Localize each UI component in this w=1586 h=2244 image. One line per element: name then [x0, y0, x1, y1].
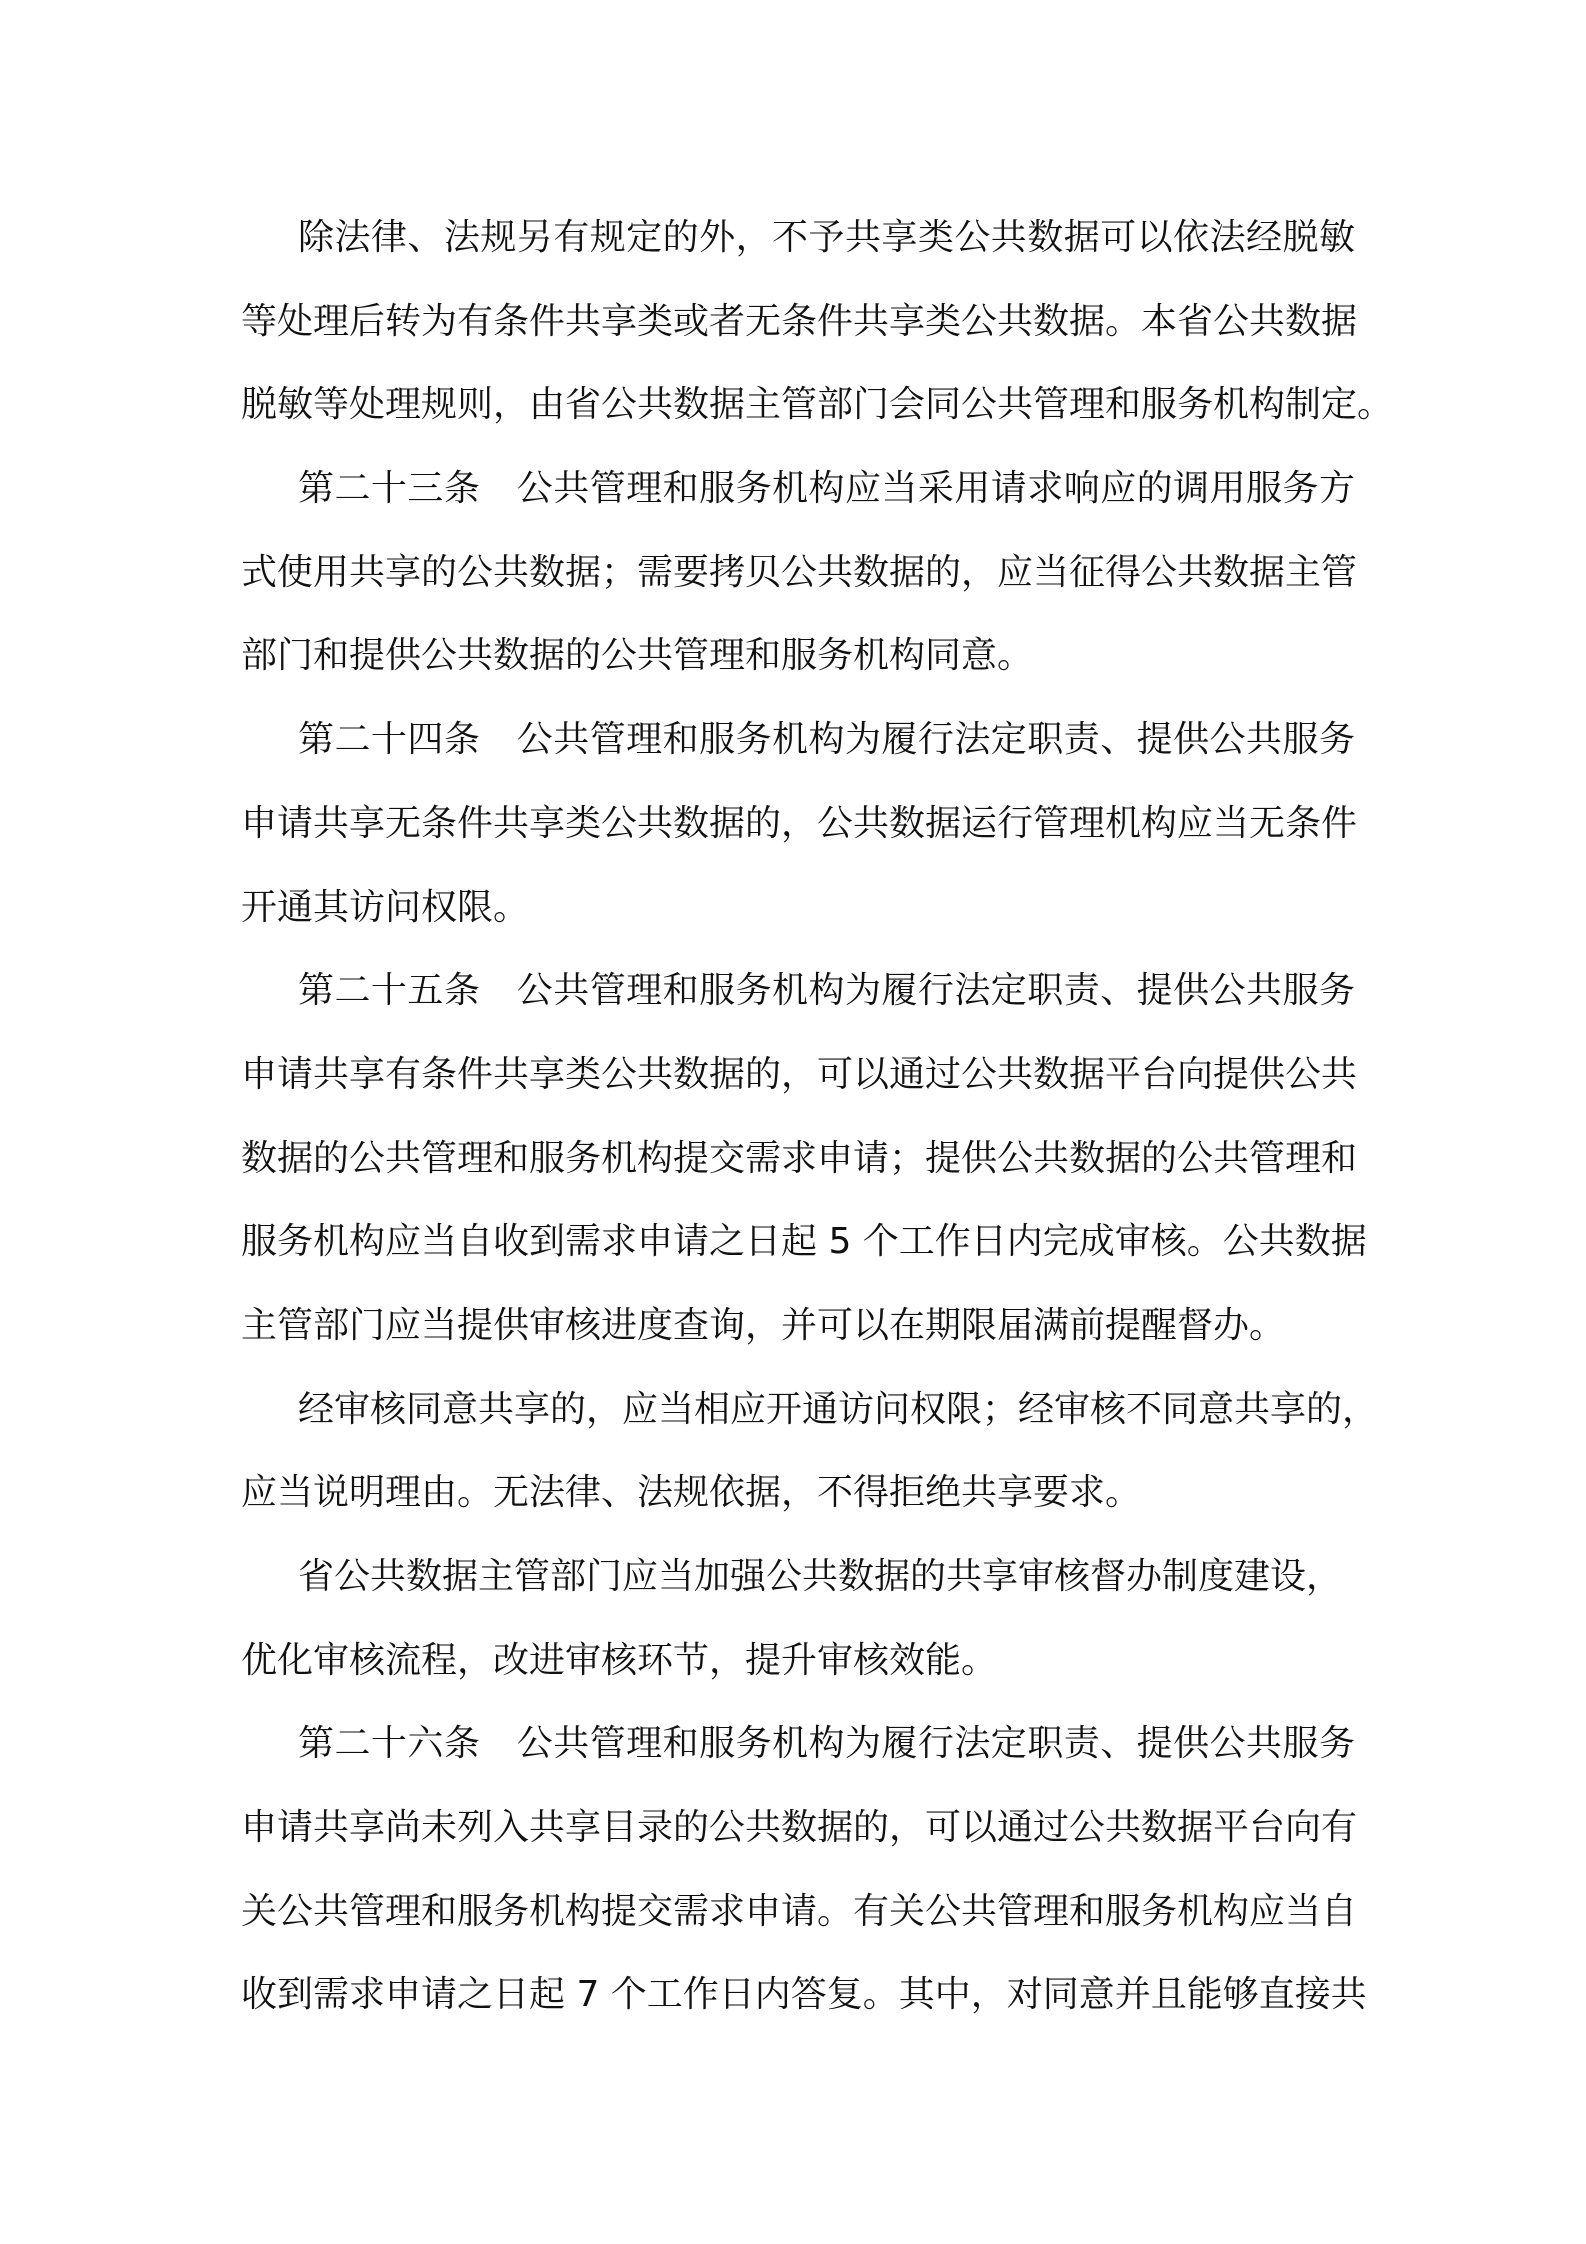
- text-line: 主管部门应当提供审核进度查询，并可以在期限届满前提醒督办。: [241, 1304, 1286, 1346]
- text-line: 关公共管理和服务机构提交需求申请。有关公共管理和服务机构应当自: [241, 1890, 1358, 1932]
- text-line: 除法律、法规另有规定的外，不予共享类公共数据可以依法经脱敏: [298, 217, 1355, 258]
- article-24-heading-line: 第二十四条 公共管理和服务机构为履行法定职责、提供公共服务: [298, 719, 1355, 761]
- text-line: 经审核同意共享的，应当相应开通访问权限；经审核不同意共享的，: [298, 1388, 1379, 1430]
- article-25-heading-line: 第二十五条 公共管理和服务机构为履行法定职责、提供公共服务: [298, 970, 1355, 1012]
- text-line: 式使用共享的公共数据；需要拷贝公共数据的，应当征得公共数据主管: [241, 551, 1358, 593]
- text-line: 应当说明理由。无法律、法规依据，不得拒绝共享要求。: [241, 1472, 1142, 1514]
- article-23-heading-line: 第二十三条 公共管理和服务机构应当采用请求响应的调用服务方: [298, 468, 1355, 510]
- text-line: 部门和提供公共数据的公共管理和服务机构同意。: [241, 635, 1034, 677]
- text-line: 开通其访问权限。: [241, 886, 530, 928]
- text-line: 收到需求申请之日起 7 个工作日内答复。其中，对同意并且能够直接共: [241, 1974, 1367, 2016]
- document-body: [241, 196, 1394, 2037]
- text-line: 等处理后转为有条件共享类或者无条件共享类公共数据。本省公共数据: [241, 300, 1358, 342]
- text-line: 脱敏等处理规则，由省公共数据主管部门会同公共管理和服务机构制定。: [241, 384, 1394, 426]
- text-line: 申请共享尚未列入共享目录的公共数据的，可以通过公共数据平台向有: [241, 1807, 1358, 1849]
- text-line: 省公共数据主管部门应当加强公共数据的共享审核督办制度建设，: [298, 1556, 1343, 1597]
- text-line: 申请共享无条件共享类公共数据的，公共数据运行管理机构应当无条件: [241, 802, 1358, 844]
- text-line: 数据的公共管理和服务机构提交需求申请；提供公共数据的公共管理和: [241, 1137, 1358, 1179]
- article-26-heading-line: 第二十六条 公共管理和服务机构为履行法定职责、提供公共服务: [298, 1723, 1355, 1765]
- text-line: 服务机构应当自收到需求申请之日起 5 个工作日内完成审核。公共数据: [241, 1221, 1367, 1263]
- text-line: 申请共享有条件共享类公共数据的，可以通过公共数据平台向提供公共: [241, 1053, 1358, 1095]
- text-line: 优化审核流程，改进审核环节，提升审核效能。: [241, 1639, 998, 1681]
